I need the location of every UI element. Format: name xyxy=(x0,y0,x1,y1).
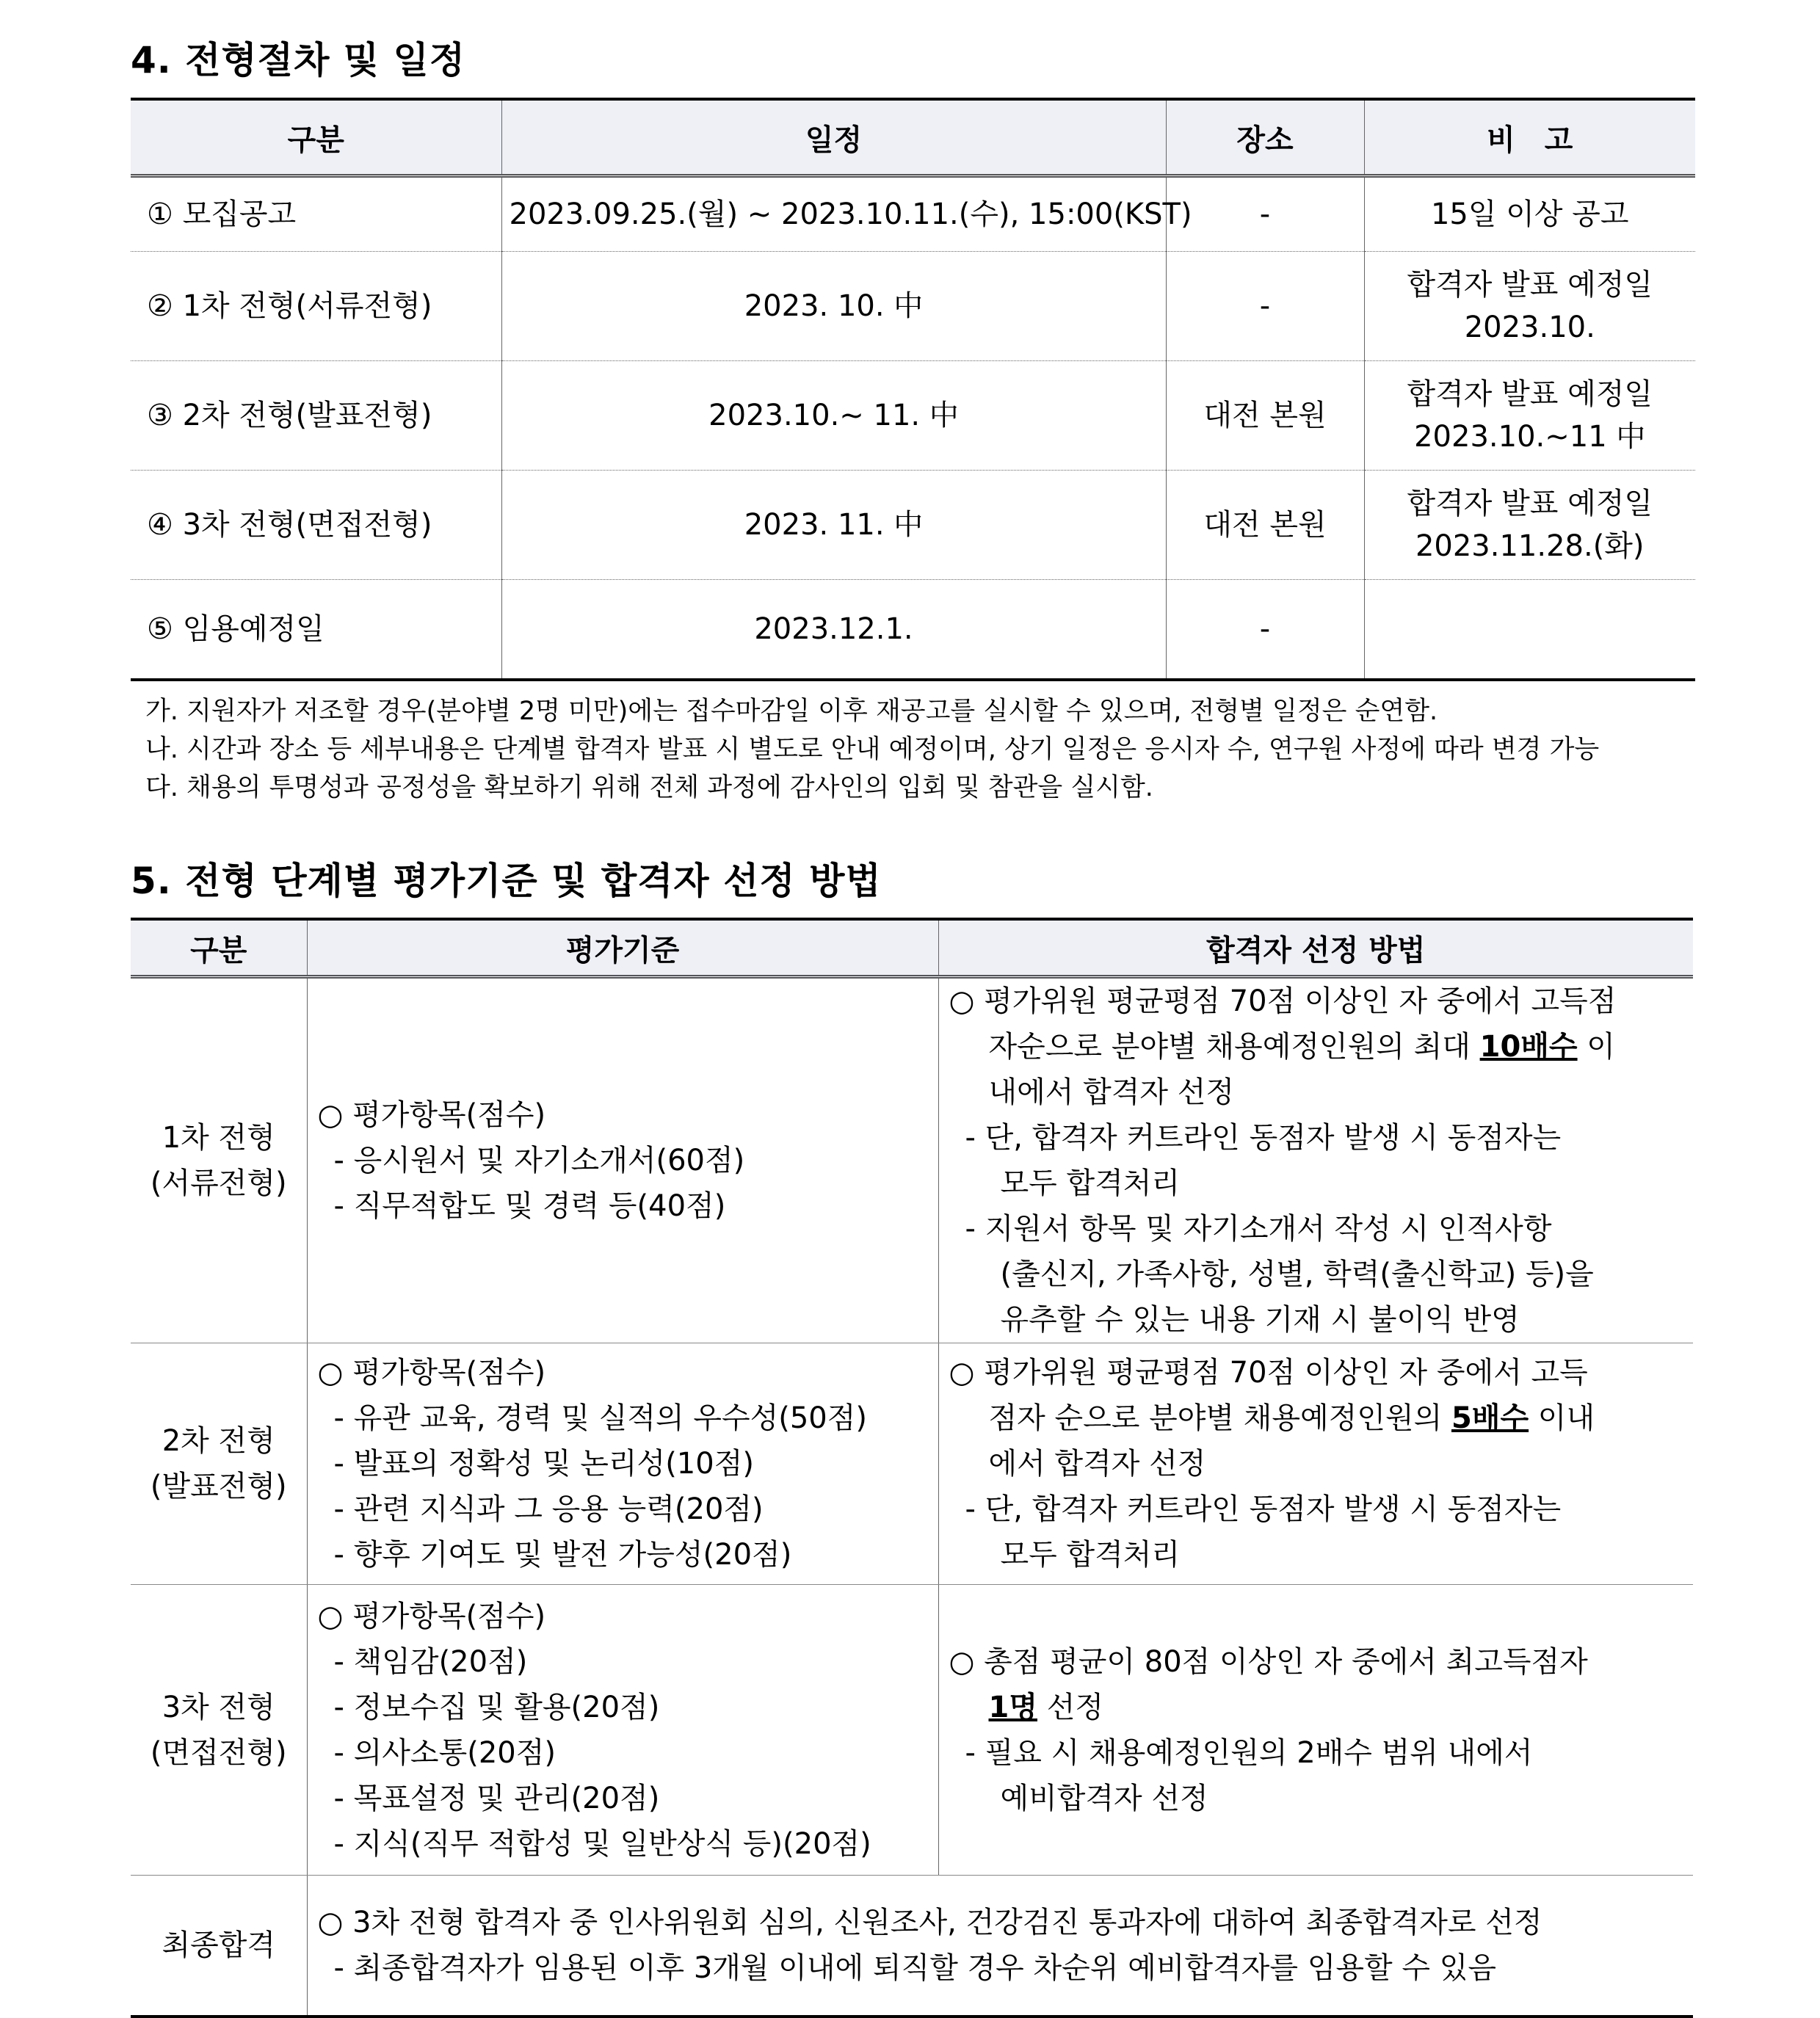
step-cell: ③ 2차 전형(발표전형) xyxy=(131,361,501,471)
schedule-cell: 2023. 11. 中 xyxy=(501,471,1166,580)
criteria-cell xyxy=(307,1585,938,1876)
note-cell xyxy=(1364,361,1695,471)
schedule-header-row xyxy=(131,99,1695,176)
table-row xyxy=(131,361,1695,471)
schedule-cell: 2023.10.~ 11. 中 xyxy=(501,361,1166,471)
schedule-cell: 2023.09.25.(월) ~ 2023.10.11.(수), 15:00(KST) xyxy=(501,176,1166,252)
selection-cell xyxy=(938,1343,1693,1585)
place-cell: 대전 본원 xyxy=(1166,361,1364,471)
note-line: 합격자 발표 예정일 xyxy=(1407,487,1653,520)
selection-line: - 지원서 항목 및 자기소개서 작성 시 인적사항 xyxy=(965,1212,1552,1246)
evaluation-table xyxy=(131,918,1693,2018)
table-row xyxy=(131,580,1695,680)
note-cell: 15일 이상 공고 xyxy=(1364,176,1695,252)
selection-line: ○ 평가위원 평균평점 70점 이상인 자 중에서 고득점 xyxy=(949,984,1617,1018)
schedule-table xyxy=(131,98,1695,681)
selection-line: - 단, 합격자 커트라인 동점자 발생 시 동점자는 xyxy=(965,1121,1562,1155)
selection-line: 에서 합격자 선정 xyxy=(988,1447,1206,1481)
note-cell xyxy=(1364,252,1695,361)
selection-line: 유추할 수 있는 내용 기재 시 불이익 반영 xyxy=(1000,1303,1520,1337)
header-category: 구분 xyxy=(131,99,501,176)
selection-text: 이 xyxy=(1577,1030,1615,1064)
evaluation-header-row xyxy=(131,919,1693,977)
selection-text: 자순으로 분야별 채용예정인원의 최대 xyxy=(988,1030,1480,1064)
selection-line xyxy=(949,1395,1689,1441)
note-line: 2023.10. xyxy=(1464,311,1595,344)
criteria-line: - 향후 기여도 및 발전 가능성(20점) xyxy=(333,1538,792,1572)
note-item: 나. 시간과 장소 등 세부내용은 단계별 합격자 발표 시 별도로 안내 예정이며, 상기 일정은 응시자 수, 연구원 사정에 따라 변경 가능 xyxy=(145,735,1600,764)
stage-cell xyxy=(131,1343,307,1585)
note-line: 2023.10.~11 中 xyxy=(1414,420,1646,454)
criteria-cell xyxy=(307,977,938,1343)
stage-type: (면접전형) xyxy=(150,1735,287,1770)
stage-name: 2차 전형 xyxy=(162,1424,275,1458)
criteria-line: - 책임감(20점) xyxy=(333,1644,528,1679)
note-item: 가. 지원자가 저조할 경우(분야별 2명 미만)에는 접수마감일 이후 재공고를 실시할 수 있으며, 전형별 일정은 순연함. xyxy=(145,697,1438,726)
table-row xyxy=(131,176,1695,252)
final-line: ○ 3차 전형 합격자 중 인사위원회 심의, 신원조사, 건강검진 통과자에 대하여 최종합격자로 선정 xyxy=(317,1906,1542,1939)
stage-cell: 최종합격 xyxy=(131,1876,307,2017)
note-line: 2023.11.28.(화) xyxy=(1415,529,1645,563)
selection-cell xyxy=(938,977,1693,1343)
table-row xyxy=(131,977,1693,1343)
selection-line: 예비합격자 선정 xyxy=(1000,1781,1208,1815)
criteria-line: - 의사소통(20점) xyxy=(333,1735,556,1770)
stage-type: (서류전형) xyxy=(150,1166,287,1200)
table-row xyxy=(131,252,1695,361)
criteria-line: - 관련 지식과 그 응용 능력(20점) xyxy=(333,1492,764,1526)
stage-cell xyxy=(131,1585,307,1876)
schedule-cell: 2023.12.1. xyxy=(501,580,1166,680)
schedule-notes xyxy=(145,692,1599,807)
step-cell: ① 모집공고 xyxy=(131,176,501,252)
criteria-line: - 응시원서 및 자기소개서(60점) xyxy=(333,1144,745,1177)
criteria-line: ○ 평가항목(점수) xyxy=(317,1356,546,1390)
final-selection-cell xyxy=(307,1876,1693,2017)
step-cell: ⑤ 임용예정일 xyxy=(131,580,501,680)
selection-line: 모두 합격처리 xyxy=(1000,1538,1181,1572)
place-cell: - xyxy=(1166,176,1364,252)
criteria-line: - 직무적합도 및 경력 등(40점) xyxy=(333,1189,726,1223)
criteria-line: - 목표설정 및 관리(20점) xyxy=(333,1781,660,1815)
criteria-line: ○ 평가항목(점수) xyxy=(317,1098,546,1132)
section-4-heading: 4. 전형절차 및 일정 xyxy=(131,39,466,81)
selection-line: - 필요 시 채용예정인원의 2배수 범위 내에서 xyxy=(965,1735,1533,1770)
selection-line: 모두 합격처리 xyxy=(1000,1166,1181,1200)
table-row xyxy=(131,1343,1693,1585)
final-line: - 최종합격자가 임용된 이후 3개월 이내에 퇴직할 경우 차순위 예비합격자를 임용할 수 있음 xyxy=(333,1951,1496,1985)
note-cell xyxy=(1364,471,1695,580)
place-cell: - xyxy=(1166,580,1364,680)
table-row xyxy=(131,471,1695,580)
note-line: 합격자 발표 예정일 xyxy=(1407,377,1653,411)
selection-cell xyxy=(938,1585,1693,1876)
schedule-cell: 2023. 10. 中 xyxy=(501,252,1166,361)
selection-line: ○ 평가위원 평균평점 70점 이상인 자 중에서 고득 xyxy=(949,1356,1588,1390)
stage-name: 1차 전형 xyxy=(162,1121,275,1155)
stage-type: (발표전형) xyxy=(150,1470,287,1503)
selection-line: (출신지, 가족사항, 성별, 학력(출신학교) 등)을 xyxy=(1000,1257,1594,1291)
selection-line xyxy=(949,1685,1689,1730)
note-item: 다. 채용의 투명성과 공정성을 확보하기 위해 전체 과정에 감사인의 입회 및 참관을 실시함. xyxy=(145,773,1153,802)
header-selection: 합격자 선정 방법 xyxy=(938,919,1693,977)
selection-line xyxy=(949,1024,1689,1070)
table-row xyxy=(131,1876,1693,2017)
note-cell xyxy=(1364,580,1695,680)
header-place: 장소 xyxy=(1166,99,1364,176)
selection-line: ○ 총점 평균이 80점 이상인 자 중에서 최고득점자 xyxy=(949,1644,1588,1679)
header-schedule: 일정 xyxy=(501,99,1166,176)
selection-text: 점자 순으로 분야별 채용예정인원의 xyxy=(988,1401,1451,1435)
place-cell: - xyxy=(1166,252,1364,361)
criteria-cell xyxy=(307,1343,938,1585)
emphasis-text: 10배수 xyxy=(1479,1030,1578,1064)
section-5-heading: 5. 전형 단계별 평가기준 및 합격자 선정 방법 xyxy=(131,860,882,902)
criteria-line: - 발표의 정확성 및 논리성(10점) xyxy=(333,1447,754,1481)
step-cell: ② 1차 전형(서류전형) xyxy=(131,252,501,361)
note-line: 합격자 발표 예정일 xyxy=(1407,268,1653,302)
emphasis-text: 5배수 xyxy=(1451,1401,1529,1435)
criteria-line: - 정보수집 및 활용(20점) xyxy=(333,1690,660,1724)
selection-text: 이내 xyxy=(1529,1401,1595,1435)
table-row xyxy=(131,1585,1693,1876)
stage-name: 3차 전형 xyxy=(162,1690,275,1724)
selection-line: 내에서 합격자 선정 xyxy=(988,1075,1235,1109)
step-cell: ④ 3차 전형(면접전형) xyxy=(131,471,501,580)
criteria-line: - 지식(직무 적합성 및 일반상식 등)(20점) xyxy=(333,1826,871,1861)
criteria-line: - 유관 교육, 경력 및 실적의 우수성(50점) xyxy=(333,1401,868,1435)
selection-text: 선정 xyxy=(1037,1690,1103,1724)
selection-line: - 단, 합격자 커트라인 동점자 발생 시 동점자는 xyxy=(965,1492,1562,1526)
criteria-line: ○ 평가항목(점수) xyxy=(317,1599,546,1633)
emphasis-text: 1명 xyxy=(988,1690,1037,1724)
header-category: 구분 xyxy=(131,919,307,977)
header-note: 비 고 xyxy=(1364,99,1695,176)
header-criteria: 평가기준 xyxy=(307,919,938,977)
place-cell: 대전 본원 xyxy=(1166,471,1364,580)
stage-cell xyxy=(131,977,307,1343)
